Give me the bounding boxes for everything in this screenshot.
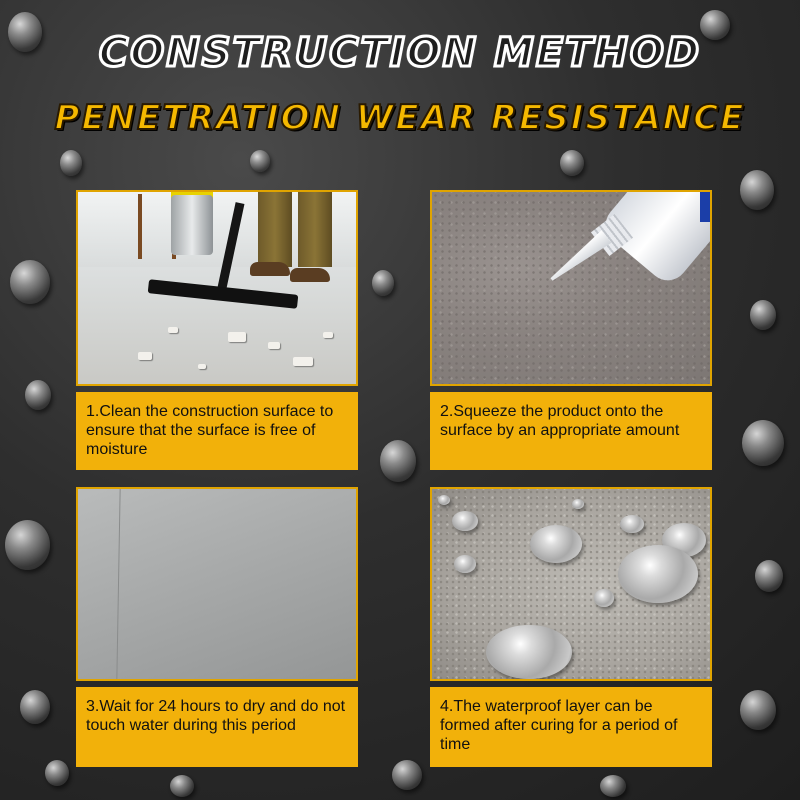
step-4-photo — [430, 487, 712, 681]
step-1-photo — [76, 190, 358, 386]
step-2-photo — [430, 190, 712, 386]
page-title: CONSTRUCTION METHOD — [98, 30, 702, 76]
step-3-caption: 3.Wait for 24 hours to dry and do not touch water during this period — [76, 687, 358, 767]
step-4-caption: 4.The waterproof layer can be formed after curing for a period of time — [430, 687, 712, 767]
page-subtitle: PENETRATION WEAR RESISTANCE — [54, 98, 746, 138]
step-2-caption: 2.Squeeze the product onto the surface by an appropriate amount — [430, 392, 712, 470]
step-1-caption: 1.Clean the construction surface to ensure that the surface is free of moisture — [76, 392, 358, 470]
step-3-photo — [76, 487, 358, 681]
